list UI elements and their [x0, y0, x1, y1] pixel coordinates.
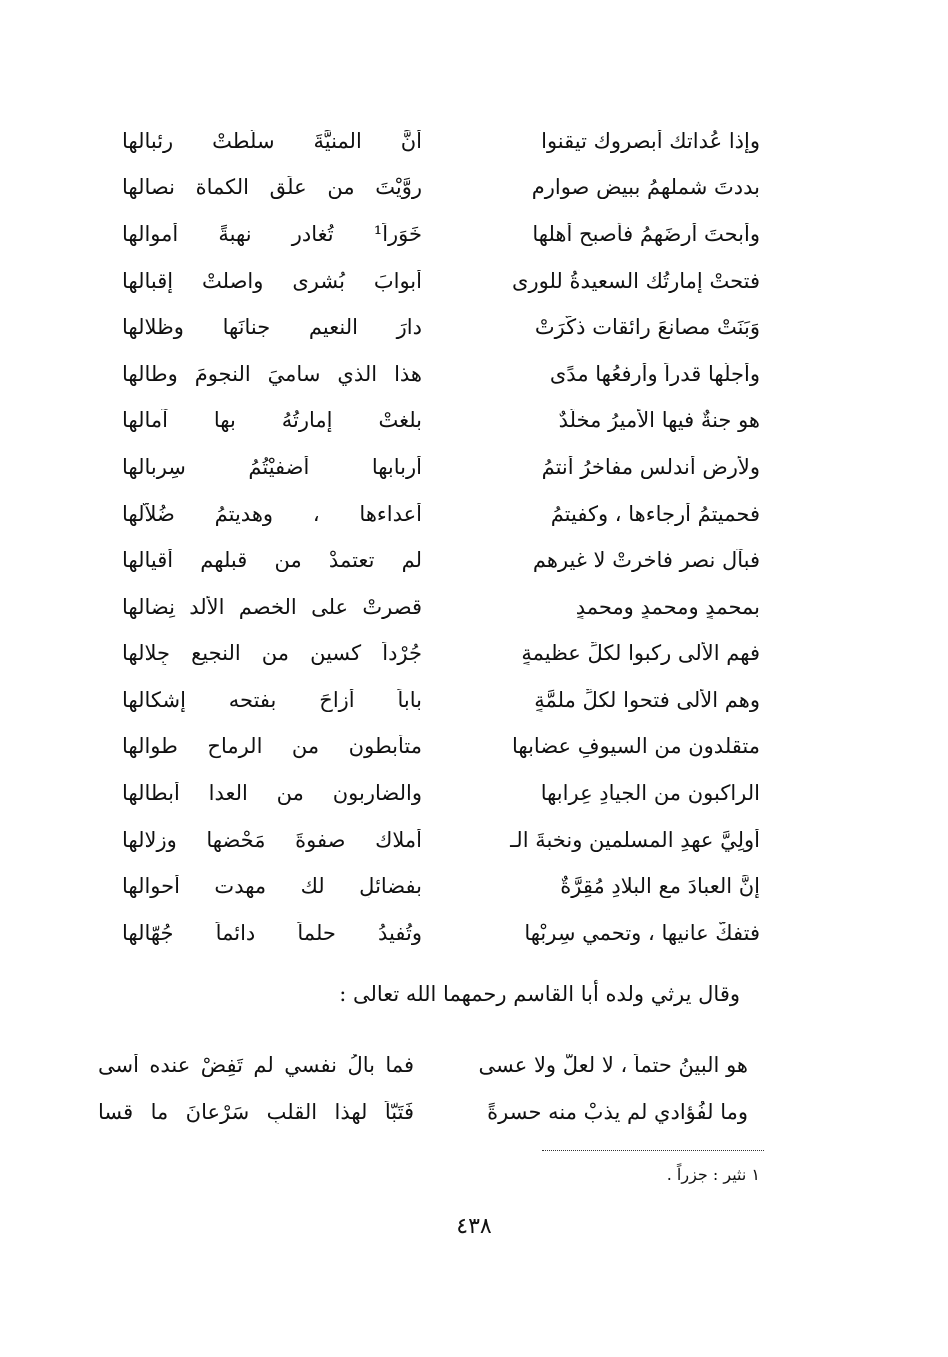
- page-number: ٤٣٨: [456, 1214, 492, 1239]
- verse-line: [110, 398, 760, 445]
- first-hemistich: وأجلُّها قدراً وأرفعُها مدًى: [549, 362, 760, 386]
- second-hemistich: أبوابَ بُشرى واصلتْ إقبالها: [122, 269, 422, 293]
- second-hemistich: بلغتْ إمارتُهُ بها آمالها: [122, 409, 422, 433]
- second-hemistich: هذا الذي ساميَ النجومَ وطالها: [122, 362, 422, 386]
- verse-line: [110, 817, 760, 864]
- first-hemistich: فتفكُّ عانيها ، وتحمي سِربْها: [524, 921, 760, 945]
- second-hemistich: فما بالُ نفسي لم تَفِضْ عنده أسى: [98, 1053, 414, 1077]
- first-hemistich: فبآل نصرٍ فاخرتْ لا غيرهم: [532, 549, 760, 573]
- verse-line: [110, 118, 760, 165]
- verse-line: [110, 165, 760, 212]
- verse-line: [110, 724, 760, 771]
- second-hemistich: أملاك صفوةَ مَحْضها وزلالها: [122, 828, 422, 852]
- elegy-introduction: وقال يرثي ولده أبا القاسم رحمهما الله تعالى :: [339, 982, 740, 1006]
- first-hemistich: ولأرضِ أندلسٍ مفاخرُ أنتمُ: [541, 455, 760, 479]
- verse-line: [110, 677, 760, 724]
- first-hemistich: إنَّ العبادَ مع البلادِ مُقِرَّةٌ: [560, 875, 760, 899]
- first-hemistich: وإذا عُداتك أبصروك تيقنوا: [541, 129, 760, 153]
- first-hemistich: أولِيَّ عهدِ المسلمين ونخبةَ الـ: [510, 828, 760, 852]
- first-hemistich: هو البينُ حتماً ، لا لعلَّ ولا عسى: [478, 1053, 748, 1077]
- elegy-block: [98, 1042, 748, 1136]
- verse-line: [110, 258, 760, 305]
- first-hemistich: بددتَ شملهمُ ببيض صوارمٍ: [531, 176, 760, 200]
- second-hemistich: والضاربون من العدا أبطالها: [122, 782, 422, 806]
- first-hemistich: بمحمدٍ ومحمدٍ ومحمدٍ: [575, 595, 760, 619]
- verse-line: [110, 864, 760, 911]
- verse-line: [110, 211, 760, 258]
- second-hemistich: متأبطون من الرماح طوالها: [122, 735, 422, 759]
- second-hemistich: وتُفيدُ حلماً دائماً جُهّالها: [122, 921, 422, 945]
- first-hemistich: وما لفُؤادي لم يذبْ منه حسرةً: [487, 1100, 748, 1124]
- first-hemistich: هو جنةٌ فيها الأميرُ مخلَّدٌ: [558, 409, 760, 433]
- first-hemistich: الراكبون من الجيادِ عِرابها: [540, 782, 760, 806]
- second-hemistich: روَّيْتَ من علَقِ الكماة نصالها: [122, 176, 422, 200]
- first-hemistich: فحميتمُ أرجاءها ، وكفيتمُ: [550, 502, 760, 526]
- footnote: ١ نثير : جزراً .: [666, 1165, 760, 1184]
- first-hemistich: فهم الألى ركبوا لكلِّ عظيمةٍ: [521, 642, 760, 666]
- second-hemistich: فَتَبّاً لهذا القلبِ سَرْعانَ ما قسا: [98, 1100, 414, 1124]
- verse-line: [110, 584, 760, 631]
- verse-line: [110, 491, 760, 538]
- verse-line: [98, 1042, 748, 1089]
- first-hemistich: وَبَنَتْ مصانعَ رائقات ذكَّرَتْ: [534, 316, 760, 340]
- verse-line: [110, 444, 760, 491]
- verse-line: [98, 1089, 748, 1136]
- second-hemistich: بفضائلٍ لك مهدت أحوالها: [122, 875, 422, 899]
- verse-line: [110, 910, 760, 957]
- second-hemistich: قصرتْ على الخصم الألد نِضالها: [122, 595, 422, 619]
- second-hemistich: جُرْداً كسين من النجيع جِلالها: [122, 642, 422, 666]
- verse-line: [110, 351, 760, 398]
- first-hemistich: وأبحتَ أرضَهمُ فأصبح أهلها: [532, 222, 760, 246]
- verse-line: [110, 770, 760, 817]
- second-hemistich: أربابها أضفيْتُمُ سِربالها: [122, 455, 422, 479]
- second-hemistich: لم تعتمدْ من قبلهم أقيالها: [122, 549, 422, 573]
- second-hemistich: دارَ النعيم جنانَها وظلالها: [122, 316, 422, 340]
- second-hemistich: أعداءها ، وهديتمُ ضُلاَّلها: [122, 502, 422, 526]
- first-hemistich: فتحتْ إمارتُك السعيدةُ للورى: [512, 269, 760, 293]
- verse-line: [110, 304, 760, 351]
- footnote-divider: [542, 1150, 764, 1151]
- second-hemistich: خَوَراً¹ تُغادر نهبةً أموالها: [122, 222, 422, 246]
- verse-line: [110, 537, 760, 584]
- second-hemistich: باباً أزاحَ بفتحه إشكالها: [122, 688, 422, 712]
- second-hemistich: أنَّ المنيَّةَ سلَّطتْ رِئبالها: [122, 129, 422, 153]
- verse-line: [110, 631, 760, 678]
- poem-block: [110, 118, 760, 957]
- first-hemistich: متقلدون من السيوفِ عضابها: [512, 735, 760, 759]
- first-hemistich: وهم الألى فتحوا لكلِّ ملمَّةٍ: [534, 688, 760, 712]
